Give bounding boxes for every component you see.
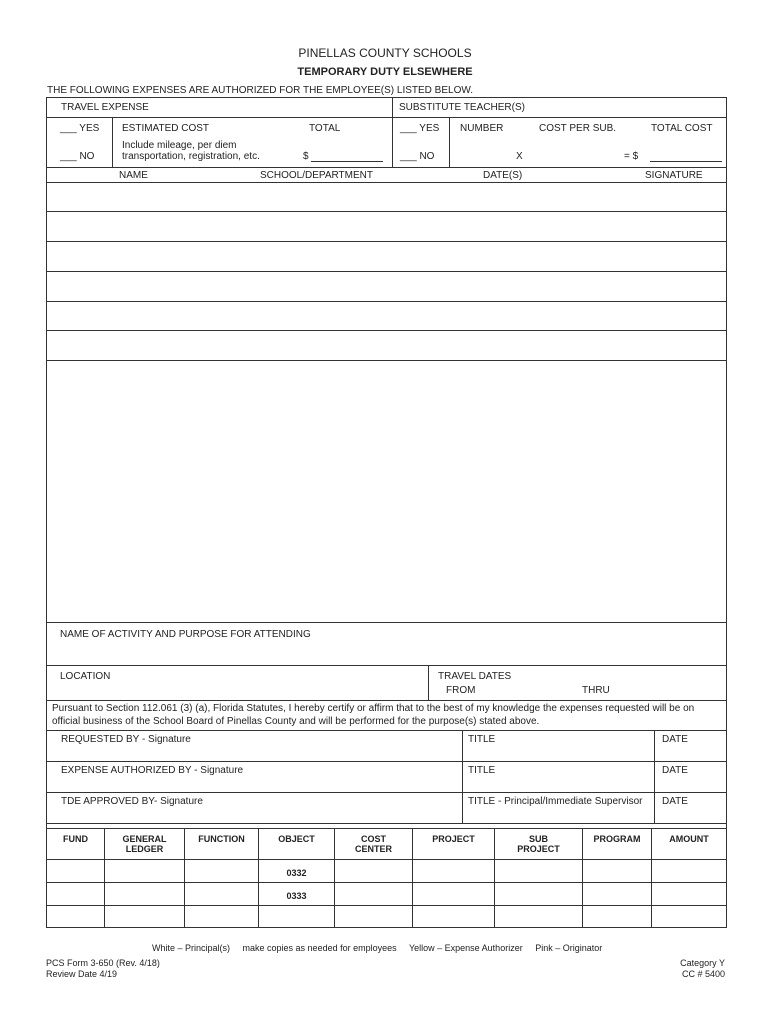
column-header-school: SCHOOL/DEPARTMENT	[260, 170, 373, 181]
review-date: Review Date 4/19	[46, 969, 118, 979]
thru-label: THRU	[582, 685, 610, 696]
intro-text: THE FOLLOWING EXPENSES ARE AUTHORIZED FOR THE EMPLOYEE(S) LISTED BELOW.	[47, 85, 474, 96]
column-header-signature: SIGNATURE	[645, 170, 703, 181]
expense-authorized-title-field[interactable]	[463, 777, 653, 791]
finance-row[interactable]	[47, 860, 726, 881]
include-note: Include mileage, per diem	[122, 140, 237, 151]
requested-by-signature-field[interactable]	[47, 746, 461, 760]
organization-name: PINELLAS COUNTY SCHOOLS	[298, 46, 472, 60]
tde-approved-date-label: DATE	[662, 796, 688, 807]
tde-approved-title-label: TITLE - Principal/Immediate Supervisor	[468, 796, 643, 807]
travel-total-label: TOTAL	[309, 123, 341, 134]
cost-center-code: CC # 5400	[681, 969, 725, 979]
location-field[interactable]	[47, 684, 427, 698]
additional-employees-area[interactable]	[47, 361, 726, 622]
employee-row[interactable]	[47, 302, 726, 330]
row-rule	[46, 730, 727, 731]
cost-per-sub-label: COST PER SUB.	[539, 123, 617, 134]
row-rule	[46, 665, 727, 666]
employee-row[interactable]	[47, 183, 726, 211]
dollar-sign: $	[303, 151, 309, 162]
tde-approved-label: TDE APPROVED BY- Signature	[61, 796, 203, 807]
finance-header-program: PROGRAM	[593, 834, 641, 844]
finance-header-cost-center: COST CENTER	[354, 834, 392, 854]
from-label: FROM	[446, 685, 476, 696]
total-cost-label: TOTAL COST	[651, 123, 713, 134]
activity-field[interactable]	[47, 642, 726, 664]
object-code-cell: 0332	[286, 868, 307, 878]
finance-header-sub-project: SUB PROJECT	[517, 834, 560, 854]
tde-approved-signature-field[interactable]	[47, 808, 461, 822]
expense-authorized-title-label: TITLE	[468, 765, 496, 776]
travel-expense-heading: TRAVEL EXPENSE	[61, 102, 149, 113]
row-rule	[46, 823, 727, 824]
expense-authorized-date-label: DATE	[662, 765, 688, 776]
expense-authorized-signature-field[interactable]	[47, 777, 461, 791]
employee-row[interactable]	[47, 212, 726, 240]
copy-distribution: White – Principal(s) make copies as needed for employees Yellow – Expense Authorizer Pink – Originator	[152, 943, 603, 953]
multiply-sign: X	[516, 151, 523, 162]
travel-substitute-divider	[392, 97, 393, 168]
tde-approved-title-field[interactable]	[463, 808, 653, 822]
form-number: PCS Form 3-650 (Rev. 4/18)	[46, 958, 160, 968]
substitute-no-checkbox[interactable]: ___ NO	[400, 151, 435, 162]
travel-total-field[interactable]	[311, 161, 383, 162]
estimated-cost-label: ESTIMATED COST	[122, 123, 210, 134]
expense-authorized-label: EXPENSE AUTHORIZED BY - Signature	[61, 765, 244, 776]
finance-header-object: OBJECT	[278, 834, 315, 844]
thru-date-field[interactable]	[612, 684, 722, 698]
form-title: TEMPORARY DUTY ELSEWHERE	[297, 66, 473, 78]
column-header-name: NAME	[119, 170, 148, 181]
substitute-total-field[interactable]	[650, 161, 722, 162]
object-code-cell: 0333	[286, 891, 307, 901]
requested-by-label: REQUESTED BY - Signature	[61, 734, 191, 745]
row-rule	[46, 792, 727, 793]
finance-header-project: PROJECT	[432, 834, 475, 844]
include-note: transportation, registration, etc.	[122, 151, 260, 162]
column-header-dates: DATE(S)	[483, 170, 523, 181]
location-label: LOCATION	[60, 671, 111, 682]
finance-header-amount: AMOUNT	[669, 834, 709, 844]
finance-header-general-ledger: GENERAL LEDGER	[122, 834, 167, 854]
employee-row[interactable]	[47, 272, 726, 300]
travel-no-checkbox[interactable]: ___ NO	[60, 151, 95, 162]
row-rule	[46, 622, 727, 623]
substitute-yes-checkbox[interactable]: ___ YES	[400, 123, 440, 134]
column-rule	[428, 665, 429, 700]
finance-header-fund: FUND	[63, 834, 88, 844]
activity-label: NAME OF ACTIVITY AND PURPOSE FOR ATTENDING	[60, 629, 311, 640]
requested-by-title-field[interactable]	[463, 746, 653, 760]
equals-dollar: = $	[624, 151, 639, 162]
requested-by-date-field[interactable]	[655, 746, 726, 760]
column-rule	[449, 117, 450, 167]
number-label: NUMBER	[460, 123, 504, 134]
from-date-field[interactable]	[478, 684, 578, 698]
travel-yes-checkbox[interactable]: ___ YES	[60, 123, 100, 134]
finance-row[interactable]	[47, 906, 726, 927]
finance-header-function: FUNCTION	[198, 834, 245, 844]
section-rule	[46, 117, 727, 118]
row-rule	[46, 700, 727, 701]
employee-row[interactable]	[47, 242, 726, 270]
certification-text: Pursuant to Section 112.061 (3) (a), Florida Statutes, I hereby certify or affirm that to the best of my knowledge the expenses requested will be on	[52, 703, 695, 714]
substitute-heading: SUBSTITUTE TEACHER(S)	[399, 102, 525, 113]
section-rule	[46, 167, 727, 168]
travel-dates-label: TRAVEL DATES	[438, 671, 512, 682]
finance-rule	[46, 828, 727, 829]
requested-by-title-label: TITLE	[468, 734, 496, 745]
finance-row[interactable]	[47, 883, 726, 904]
employee-row[interactable]	[47, 331, 726, 359]
category: Category Y	[680, 958, 725, 968]
certification-text: official business of the School Board of Pinellas County and will be performed for the purpose(s) stated above.	[52, 716, 540, 727]
expense-authorized-date-field[interactable]	[655, 777, 726, 791]
column-rule	[112, 117, 113, 167]
row-rule	[46, 761, 727, 762]
requested-by-date-label: DATE	[662, 734, 688, 745]
tde-approved-date-field[interactable]	[655, 808, 726, 822]
